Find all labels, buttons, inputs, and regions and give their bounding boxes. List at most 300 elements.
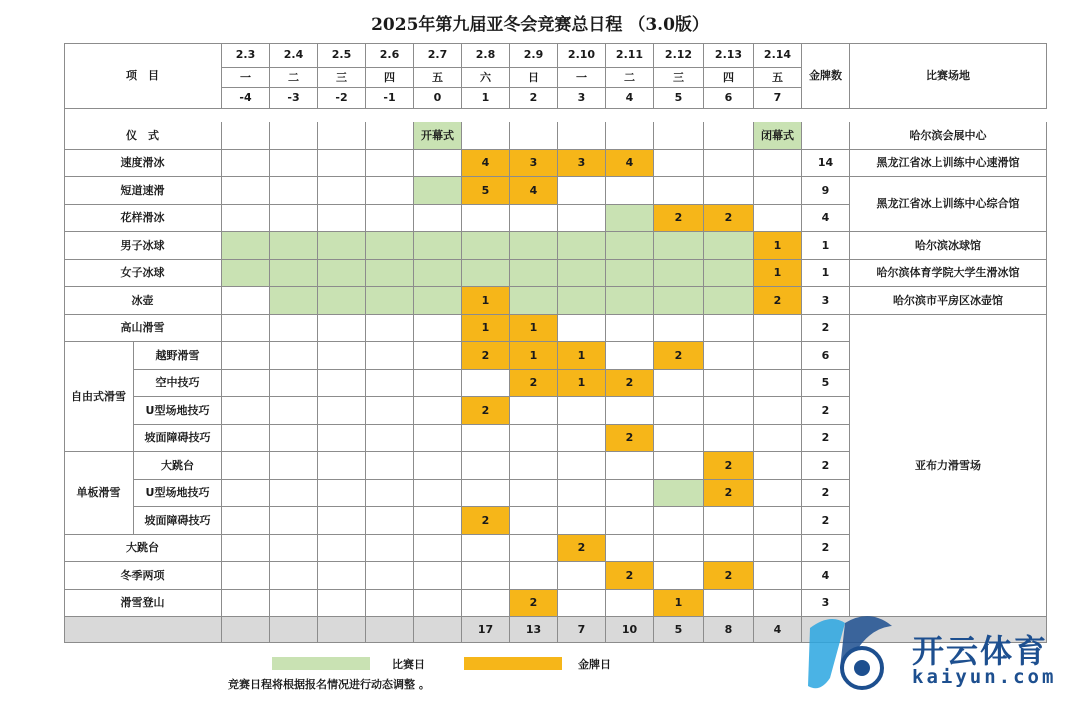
schedule-cell xyxy=(704,150,754,178)
schedule-cell xyxy=(654,370,704,398)
row-label: U型场地技巧 xyxy=(134,397,222,425)
schedule-cell xyxy=(366,452,414,480)
schedule-cell xyxy=(222,480,270,508)
medal-day-cell: 2 xyxy=(510,590,558,618)
schedule-cell xyxy=(270,150,318,178)
competition-day-cell xyxy=(558,232,606,260)
competition-day-cell xyxy=(654,480,704,508)
medal-day-cell: 1 xyxy=(754,260,802,288)
schedule-cell xyxy=(754,425,802,453)
competition-day-cell xyxy=(704,260,754,288)
schedule-cell xyxy=(414,397,462,425)
schedule-cell xyxy=(222,122,270,150)
header-day-number: 4 xyxy=(606,88,654,109)
daily-total xyxy=(414,617,462,643)
header-date: 2.10 xyxy=(558,43,606,68)
daily-total xyxy=(270,617,318,643)
header-venue: 比赛场地 xyxy=(850,43,1047,109)
competition-day-cell xyxy=(270,260,318,288)
schedule-cell xyxy=(606,177,654,205)
venue-cell: 哈尔滨市平房区冰壶馆 xyxy=(850,287,1047,315)
schedule-cell xyxy=(558,397,606,425)
watermark-logo-icon xyxy=(800,608,900,698)
medal-day-cell: 5 xyxy=(462,177,510,205)
legend-medal-swatch xyxy=(464,657,562,670)
schedule-cell xyxy=(318,370,366,398)
schedule-cell xyxy=(222,397,270,425)
medal-count: 2 xyxy=(802,315,850,343)
schedule-cell xyxy=(222,452,270,480)
schedule-cell xyxy=(318,177,366,205)
header-date: 2.9 xyxy=(510,43,558,68)
totals-label xyxy=(64,617,222,643)
header-date: 2.3 xyxy=(222,43,270,68)
header-weekday: 二 xyxy=(606,68,654,88)
medal-day-cell: 2 xyxy=(462,342,510,370)
schedule-cell xyxy=(222,287,270,315)
schedule-cell xyxy=(704,122,754,150)
schedule-cell xyxy=(366,507,414,535)
schedule-cell xyxy=(462,370,510,398)
schedule-cell xyxy=(414,205,462,233)
schedule-cell xyxy=(366,590,414,618)
medal-count: 2 xyxy=(802,535,850,563)
competition-day-cell xyxy=(510,287,558,315)
competition-day-cell xyxy=(654,232,704,260)
competition-day-cell xyxy=(704,232,754,260)
schedule-cell xyxy=(318,397,366,425)
schedule-cell xyxy=(462,205,510,233)
medal-day-cell: 1 xyxy=(510,342,558,370)
row-label: U型场地技巧 xyxy=(134,480,222,508)
medal-count: 3 xyxy=(802,590,850,618)
schedule-cell xyxy=(366,397,414,425)
schedule-cell xyxy=(654,507,704,535)
medal-count xyxy=(802,122,850,150)
row-label: 女子冰球 xyxy=(64,260,222,288)
schedule-cell xyxy=(754,480,802,508)
schedule-cell xyxy=(558,122,606,150)
header-weekday: 一 xyxy=(222,68,270,88)
schedule-cell xyxy=(654,535,704,563)
daily-total: 8 xyxy=(704,617,754,643)
competition-day-cell xyxy=(606,205,654,233)
competition-day-cell xyxy=(462,232,510,260)
schedule-cell xyxy=(462,562,510,590)
venue-cell: 哈尔滨冰球馆 xyxy=(850,232,1047,260)
schedule-cell xyxy=(510,205,558,233)
schedule-cell xyxy=(462,452,510,480)
legend-medal-label: 金牌日 xyxy=(578,658,611,671)
schedule-cell xyxy=(510,452,558,480)
schedule-cell xyxy=(654,315,704,343)
competition-day-cell xyxy=(366,287,414,315)
medal-count: 2 xyxy=(802,480,850,508)
schedule-cell xyxy=(754,342,802,370)
schedule-cell xyxy=(318,535,366,563)
schedule-cell xyxy=(270,177,318,205)
medal-day-cell: 2 xyxy=(462,507,510,535)
competition-day-cell xyxy=(414,232,462,260)
schedule-cell xyxy=(462,535,510,563)
schedule-cell xyxy=(318,480,366,508)
competition-day-cell xyxy=(222,232,270,260)
competition-day-cell xyxy=(510,260,558,288)
schedule-cell xyxy=(222,535,270,563)
schedule-cell xyxy=(270,425,318,453)
schedule-cell xyxy=(366,425,414,453)
watermark-name: 开云体育 xyxy=(912,632,1049,670)
schedule-cell xyxy=(462,480,510,508)
schedule-cell xyxy=(318,122,366,150)
medal-day-cell: 1 xyxy=(510,315,558,343)
header-day-number: -3 xyxy=(270,88,318,109)
medal-count: 2 xyxy=(802,397,850,425)
schedule-cell xyxy=(414,370,462,398)
schedule-cell xyxy=(558,177,606,205)
medal-day-cell: 2 xyxy=(606,425,654,453)
schedule-cell xyxy=(654,452,704,480)
medal-count: 4 xyxy=(802,562,850,590)
schedule-cell xyxy=(606,535,654,563)
page-title: 2025年第九届亚冬会竞赛总日程 （3.0版） xyxy=(371,15,709,35)
schedule-cell xyxy=(366,205,414,233)
row-label: 短道速滑 xyxy=(64,177,222,205)
header-weekday: 日 xyxy=(510,68,558,88)
medal-day-cell: 1 xyxy=(462,287,510,315)
medal-day-cell: 2 xyxy=(754,287,802,315)
header-date: 2.4 xyxy=(270,43,318,68)
schedule-cell xyxy=(510,397,558,425)
schedule-cell xyxy=(270,397,318,425)
header-date: 2.12 xyxy=(654,43,704,68)
medal-day-cell: 2 xyxy=(704,452,754,480)
schedule-cell xyxy=(606,480,654,508)
row-label: 越野滑雪 xyxy=(134,342,222,370)
schedule-cell xyxy=(318,590,366,618)
medal-day-cell: 1 xyxy=(462,315,510,343)
medal-day-cell: 2 xyxy=(654,205,704,233)
schedule-cell xyxy=(606,122,654,150)
medal-count: 14 xyxy=(802,150,850,178)
medal-count: 2 xyxy=(802,452,850,480)
venue-cell: 哈尔滨体育学院大学生滑冰馆 xyxy=(850,260,1047,288)
daily-total xyxy=(366,617,414,643)
row-label: 冰壶 xyxy=(64,287,222,315)
schedule-cell xyxy=(558,315,606,343)
schedule-cell xyxy=(270,370,318,398)
competition-day-cell xyxy=(462,260,510,288)
schedule-cell xyxy=(754,205,802,233)
competition-day-cell xyxy=(222,260,270,288)
header-weekday: 一 xyxy=(558,68,606,88)
header-day-number: -4 xyxy=(222,88,270,109)
schedule-cell xyxy=(414,507,462,535)
row-label: 冬季两项 xyxy=(64,562,222,590)
schedule-cell xyxy=(654,150,704,178)
header-weekday: 四 xyxy=(366,68,414,88)
competition-day-cell xyxy=(654,287,704,315)
schedule-cell xyxy=(366,150,414,178)
medal-day-cell: 2 xyxy=(606,370,654,398)
header-weekday: 三 xyxy=(654,68,704,88)
schedule-cell xyxy=(510,535,558,563)
daily-total xyxy=(318,617,366,643)
competition-day-cell xyxy=(318,260,366,288)
daily-total: 7 xyxy=(558,617,606,643)
competition-day-cell xyxy=(414,287,462,315)
schedule-cell xyxy=(270,342,318,370)
competition-day-cell: 开幕式 xyxy=(414,122,462,150)
schedule-cell xyxy=(558,507,606,535)
medal-day-cell: 4 xyxy=(510,177,558,205)
competition-day-cell xyxy=(558,260,606,288)
schedule-cell xyxy=(510,480,558,508)
medal-count: 9 xyxy=(802,177,850,205)
schedule-cell xyxy=(606,315,654,343)
medal-day-cell: 1 xyxy=(754,232,802,260)
schedule-cell xyxy=(318,205,366,233)
medal-count: 4 xyxy=(802,205,850,233)
venue-cell: 亚布力滑雪场 xyxy=(850,315,1047,618)
daily-total: 4 xyxy=(754,617,802,643)
competition-day-cell xyxy=(704,287,754,315)
schedule-cell xyxy=(754,370,802,398)
medal-day-cell: 2 xyxy=(704,480,754,508)
schedule-cell xyxy=(270,315,318,343)
header-date: 2.6 xyxy=(366,43,414,68)
schedule-cell xyxy=(462,122,510,150)
schedule-cell xyxy=(754,562,802,590)
schedule-cell xyxy=(558,562,606,590)
medal-day-cell: 2 xyxy=(558,535,606,563)
medal-count: 1 xyxy=(802,260,850,288)
schedule-cell xyxy=(754,535,802,563)
schedule-table xyxy=(64,43,1047,643)
schedule-cell xyxy=(414,535,462,563)
daily-total: 5 xyxy=(654,617,704,643)
schedule-cell xyxy=(558,480,606,508)
header-day-number: 5 xyxy=(654,88,704,109)
schedule-cell xyxy=(270,452,318,480)
competition-day-cell xyxy=(414,260,462,288)
schedule-cell xyxy=(270,205,318,233)
daily-total: 10 xyxy=(606,617,654,643)
schedule-cell xyxy=(366,315,414,343)
daily-total xyxy=(222,617,270,643)
row-label: 仪 式 xyxy=(64,122,222,150)
schedule-cell xyxy=(654,425,704,453)
schedule-cell xyxy=(222,425,270,453)
schedule-cell xyxy=(222,370,270,398)
header-date: 2.8 xyxy=(462,43,510,68)
schedule-cell xyxy=(606,590,654,618)
legend-competition-label: 比赛日 xyxy=(392,658,425,671)
schedule-cell xyxy=(558,452,606,480)
competition-day-cell xyxy=(318,232,366,260)
schedule-cell xyxy=(754,150,802,178)
competition-day-cell: 闭幕式 xyxy=(754,122,802,150)
schedule-cell xyxy=(222,177,270,205)
medal-count: 1 xyxy=(802,232,850,260)
schedule-cell xyxy=(704,397,754,425)
schedule-cell xyxy=(606,452,654,480)
schedule-cell xyxy=(222,205,270,233)
schedule-cell xyxy=(222,562,270,590)
legend-competition-swatch xyxy=(272,657,370,670)
header-date: 2.14 xyxy=(754,43,802,68)
schedule-cell xyxy=(222,507,270,535)
header-weekday: 四 xyxy=(704,68,754,88)
competition-day-cell xyxy=(318,287,366,315)
schedule-cell xyxy=(510,562,558,590)
header-medals: 金牌数 xyxy=(802,43,850,109)
row-label: 滑雪登山 xyxy=(64,590,222,618)
schedule-cell xyxy=(414,425,462,453)
schedule-cell xyxy=(558,205,606,233)
header-day-number: 0 xyxy=(414,88,462,109)
schedule-cell xyxy=(606,507,654,535)
schedule-cell xyxy=(222,150,270,178)
medal-day-cell: 4 xyxy=(606,150,654,178)
schedule-cell xyxy=(366,370,414,398)
schedule-cell xyxy=(704,342,754,370)
header-day-number: -2 xyxy=(318,88,366,109)
header-day-number: -1 xyxy=(366,88,414,109)
header-day-number: 3 xyxy=(558,88,606,109)
schedule-cell xyxy=(606,342,654,370)
header-day-number: 7 xyxy=(754,88,802,109)
header-weekday: 五 xyxy=(414,68,462,88)
schedule-cell xyxy=(704,370,754,398)
competition-day-cell xyxy=(606,287,654,315)
schedule-cell xyxy=(510,122,558,150)
schedule-cell xyxy=(754,315,802,343)
medal-day-cell: 2 xyxy=(654,342,704,370)
schedule-cell xyxy=(606,397,654,425)
daily-total: 13 xyxy=(510,617,558,643)
competition-day-cell xyxy=(270,287,318,315)
daily-total: 17 xyxy=(462,617,510,643)
schedule-cell xyxy=(754,590,802,618)
medal-day-cell: 1 xyxy=(558,370,606,398)
schedule-cell xyxy=(270,535,318,563)
row-label: 花样滑冰 xyxy=(64,205,222,233)
medal-day-cell: 2 xyxy=(704,562,754,590)
medal-day-cell: 3 xyxy=(558,150,606,178)
competition-day-cell xyxy=(270,232,318,260)
schedule-cell xyxy=(366,562,414,590)
schedule-cell xyxy=(654,562,704,590)
schedule-cell xyxy=(222,315,270,343)
schedule-cell xyxy=(704,535,754,563)
group-label: 单板滑雪 xyxy=(64,452,134,535)
header-date: 2.11 xyxy=(606,43,654,68)
header-date: 2.13 xyxy=(704,43,754,68)
row-label: 大跳台 xyxy=(64,535,222,563)
group-label: 自由式滑雪 xyxy=(64,342,134,452)
row-label: 坡面障碍技巧 xyxy=(134,507,222,535)
schedule-cell xyxy=(222,342,270,370)
row-label: 坡面障碍技巧 xyxy=(134,425,222,453)
schedule-cell xyxy=(462,425,510,453)
schedule-cell xyxy=(558,590,606,618)
schedule-cell xyxy=(414,590,462,618)
schedule-cell xyxy=(704,315,754,343)
medal-count: 6 xyxy=(802,342,850,370)
row-label: 男子冰球 xyxy=(64,232,222,260)
medal-day-cell: 1 xyxy=(654,590,704,618)
schedule-cell xyxy=(558,425,606,453)
schedule-cell xyxy=(222,590,270,618)
schedule-cell xyxy=(704,425,754,453)
schedule-cell xyxy=(654,177,704,205)
schedule-cell xyxy=(414,480,462,508)
medal-day-cell: 2 xyxy=(462,397,510,425)
schedule-cell xyxy=(414,452,462,480)
schedule-cell xyxy=(510,507,558,535)
header-date: 2.5 xyxy=(318,43,366,68)
schedule-cell xyxy=(318,150,366,178)
schedule-cell xyxy=(654,397,704,425)
medal-day-cell: 3 xyxy=(510,150,558,178)
schedule-cell xyxy=(510,425,558,453)
header-weekday: 六 xyxy=(462,68,510,88)
schedule-cell xyxy=(654,122,704,150)
watermark-url: kaiyun.com xyxy=(912,666,1057,688)
medal-count: 2 xyxy=(802,507,850,535)
schedule-cell xyxy=(318,425,366,453)
schedule-cell xyxy=(754,177,802,205)
schedule-cell xyxy=(270,507,318,535)
header-day-number: 6 xyxy=(704,88,754,109)
schedule-cell xyxy=(754,397,802,425)
schedule-cell xyxy=(754,452,802,480)
competition-day-cell xyxy=(654,260,704,288)
header-weekday: 三 xyxy=(318,68,366,88)
competition-day-cell xyxy=(366,260,414,288)
competition-day-cell xyxy=(606,232,654,260)
schedule-cell xyxy=(366,342,414,370)
schedule-cell xyxy=(318,342,366,370)
medal-day-cell: 4 xyxy=(462,150,510,178)
schedule-cell xyxy=(270,480,318,508)
medal-day-cell: 2 xyxy=(606,562,654,590)
schedule-cell xyxy=(270,590,318,618)
schedule-cell xyxy=(270,562,318,590)
row-label: 大跳台 xyxy=(134,452,222,480)
venue-cell: 黑龙江省冰上训练中心综合馆 xyxy=(850,177,1047,232)
schedule-cell xyxy=(704,177,754,205)
schedule-cell xyxy=(704,590,754,618)
medal-count: 5 xyxy=(802,370,850,398)
header-day-number: 1 xyxy=(462,88,510,109)
header-date: 2.7 xyxy=(414,43,462,68)
schedule-cell xyxy=(318,452,366,480)
venue-cell: 哈尔滨会展中心 xyxy=(850,122,1047,150)
schedule-cell xyxy=(704,507,754,535)
medal-day-cell: 1 xyxy=(558,342,606,370)
schedule-cell xyxy=(366,480,414,508)
header-weekday: 五 xyxy=(754,68,802,88)
schedule-cell xyxy=(366,177,414,205)
schedule-cell xyxy=(318,562,366,590)
medal-day-cell: 2 xyxy=(704,205,754,233)
competition-day-cell xyxy=(414,177,462,205)
competition-day-cell xyxy=(558,287,606,315)
schedule-cell xyxy=(366,122,414,150)
row-label: 高山滑雪 xyxy=(64,315,222,343)
